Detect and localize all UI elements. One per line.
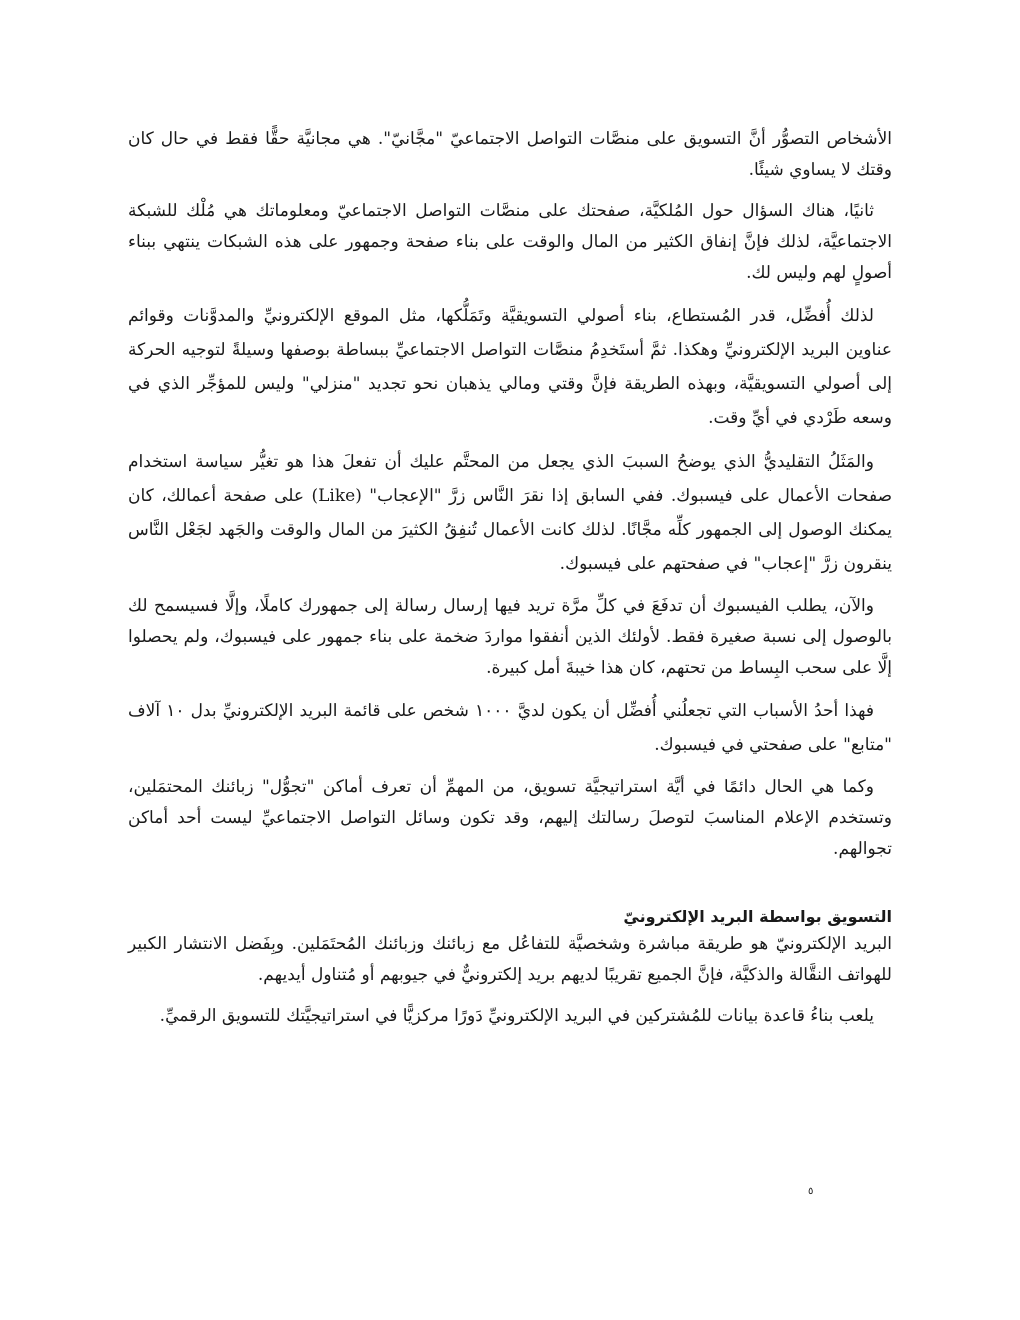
- paragraph-ownership: ثانيًا، هناك السؤال حول المُلكيَّة، صفحتك على منصَّات التواصل الاجتماعيّ ومعلوماتك هي مُلْك للشبكة الاجتماعيَّة، لذلك فإنَّ إنفاق الكثير من المال والوقت على بناء صفحة وجمهور على هذه الشبكات ينتهي ببناء أصولٍ لهم وليس لك.: [128, 201, 892, 283]
- section-heading-email-marketing: التسويق بواسطة البريد الإلكترونيّ: [623, 907, 892, 926]
- paragraph-own-assets: لذلك أُفضِّل، قدر المُستطاع، بناء أصولي التسويقيَّة وتَمَلُّكها، مثل الموقع الإلكترونيِّ والمدوَّنات وقوائم عناوين البريد الإلكترونيِّ وهكذا. ثمَّ أستَخدِمُ منصَّات التواصل الاجتماعيِّ ببساطة بوصفها وسيلةً لتوجيه الحركة إلى أصولي التسويقيَّة، وبهذه الطريقة فإنَّ وقتي ومالي يذهبان نحو تجديد "منزلي" وليس للمؤجِّر الذي في وسعه طَرْدي في أيِّ وقت.: [128, 306, 892, 428]
- paragraph-email-list: فهذا أحدُ الأسباب التي تجعلُني أُفضِّل أن يكون لديَّ ١٠٠٠ شخص على قائمة البريد الإلكترونيِّ بدل ١٠ آلاف "متابع" على صفحتي في فيسبوك.: [128, 701, 892, 755]
- paragraph-facebook-example: والمَثَلُ التقليديُّ الذي يوضحُ السببَ الذي يجعل من المحتَّم عليك أن تفعلَ هذا هو تغيُّر سياسة استخدام صفحات الأعمال على فيسبوك. ففي السابق إذا نقرَ النَّاس زرَّ "الإعجاب" (Like) على صفحة أعمالك، كان يمكنك الوصول إلى الجمهور كلِّه مجَّانًا. لذلك كانت الأعمال تُنفِقُ الكثيرَ من المال والوقت والجَهد لجَعْل النَّاس ينقرون زرَّ "إعجاب" في صفحتهم على فيسبوك.: [128, 452, 892, 574]
- paragraph-facebook-pay: والآن، يطلب الفيسبوك أن تدفَعَ في كلِّ مرَّة تريد فيها إرسال رسالة إلى جمهورك كاملًا، وإلَّا فسيسمح لك بالوصول إلى نسبة صغيرة فقط. لأولئك الذين أنفقوا مواردَ ضخمة على بناء جمهور على فيسبوك، ولم يحصلوا إلَّا على سحب البِساط من تحتهم، كان هذا خيبةَ أمل كبيرة.: [128, 596, 892, 678]
- page-number: ٥: [808, 1186, 814, 1197]
- paragraph-continuation: الأشخاص التصوُّر أنَّ التسويق على منصَّات التواصل الاجتماعيّ "مجَّانيّ". هي مجانيَّة حقًّا فقط في حال كان وقتك لا يساوي شيئًا.: [128, 129, 892, 180]
- paragraph-email-intro: البريد الإلكترونيّ هو طريقة مباشرة وشخصيَّة للتفاعُل مع زبائنك وزبائنك المُحتَمَلين. وبِفَضل الانتشار الكبير للهواتف النقَّالة والذكيَّة، فإنَّ الجميع تقريبًا لديهم بريد إلكترونيٌّ في جيوبهم أو مُتناول أيديهم.: [128, 934, 892, 985]
- paragraph-customer-places: وكما هي الحال دائمًا في أيَّة استراتيجيَّة تسويق، من المهمِّ أن تعرف أماكن "تجوُّل" زبائنك المحتمَلين، وتستخدم الإعلام المناسبَ لتوصلَ رسالتك إليهم، وقد تكون وسائل التواصل الاجتماعيِّ ليست أحد أماكن تجوالهم.: [128, 777, 892, 859]
- document-page: [128, 124, 892, 1032]
- paragraph-email-database: يلعب بناءُ قاعدة بيانات للمُشتركين في البريد الإلكترونيِّ دَورًا مركزيًّا في استراتيجيَّتك للتسويق الرقميِّ.: [159, 1006, 874, 1026]
